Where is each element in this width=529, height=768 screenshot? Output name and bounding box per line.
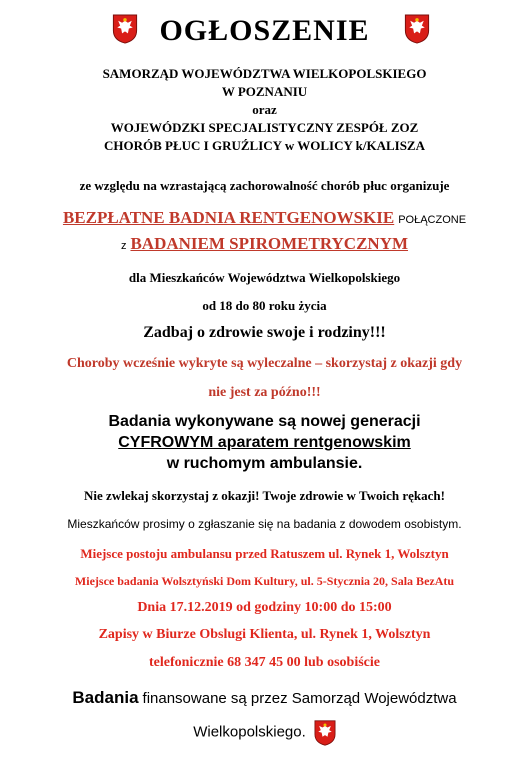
exam-place: Miejsce badania Wolsztyński Dom Kultury, ul. 5-Stycznia 20, Sala BezAtu bbox=[74, 574, 455, 588]
offer-spiro: BADANIEM SPIROMETRYCZNYM bbox=[130, 234, 409, 253]
encourage-text: Nie zwlekaj skorzystaj z okazji! Twoje zdrowie w Twoich rękach! bbox=[84, 488, 445, 503]
equipment-line-3: w ruchomym ambulansie. bbox=[166, 455, 363, 472]
funding-rest: finansowane są przez Samorząd Województwa bbox=[142, 690, 457, 707]
phone-info: telefonicznie 68 347 45 00 lub osobiście bbox=[149, 655, 380, 670]
organizer-line-4: WOJEWÓDZKI SPECJALISTYCZNY ZESPÓŁ ZOZ bbox=[110, 120, 419, 135]
equipment-line-1: Badania wykonywane są nowej generacji bbox=[108, 413, 421, 430]
offer-main: BEZPŁATNE BADNIA RENTGENOWSKIE bbox=[62, 208, 395, 227]
slogan-text: Zadbaj o zdrowie swoje i rodziny!!! bbox=[143, 324, 386, 341]
offer-line-2 bbox=[0, 234, 529, 254]
registration-info: Zapisy w Biurze Obslugi Klienta, ul. Rynek 1, Wolsztyn bbox=[98, 627, 431, 642]
audience-text: dla Mieszkańców Województwa Wielkopolskiego bbox=[128, 270, 401, 285]
exam-date: Dnia 17.12.2019 od godziny 10:00 do 15:00 bbox=[137, 600, 392, 615]
page-title: OGŁOSZENIE bbox=[159, 14, 370, 47]
funding-line-2 bbox=[0, 720, 529, 746]
eagle-crest-icon bbox=[314, 720, 336, 746]
funding-line-1 bbox=[0, 688, 529, 708]
offer-with: z bbox=[120, 240, 127, 252]
intro-text: ze względu na wzrastającą zachorowalność chorób płuc organizuje bbox=[79, 178, 450, 193]
organizer-line-5: CHORÓB PŁUC I GRUŹLICY w WOLICY k/KALISZA bbox=[104, 138, 425, 153]
organizer-line-1: SAMORZĄD WOJEWÓDZTWA WIELKOPOLSKIEGO bbox=[102, 66, 427, 81]
offer-line-1 bbox=[0, 208, 529, 228]
warning-line-2: nie jest za późno!!! bbox=[208, 385, 321, 400]
age-range-text: od 18 do 80 roku życia bbox=[202, 298, 327, 313]
organizer-line-3: oraz bbox=[252, 102, 277, 117]
offer-joined: POŁĄCZONE bbox=[398, 214, 467, 226]
equipment-line-2: CYFROWYM aparatem rentgenowskim bbox=[118, 434, 411, 451]
warning-line-1: Choroby wcześnie wykryte są wyleczalne – skorzystaj z okazji gdy bbox=[66, 356, 463, 371]
ambulance-location: Miejsce postoju ambulansu przed Ratuszem ul. Rynek 1, Wolsztyn bbox=[80, 546, 449, 561]
id-notice-text: Mieszkańców prosimy o zgłaszanie się na badania z dowodem osobistym. bbox=[67, 517, 462, 531]
funding-bold-word: Badania bbox=[72, 688, 139, 707]
organizer-line-2: W POZNANIU bbox=[221, 84, 308, 99]
funding-line-2-text: Wielkopolskiego. bbox=[193, 723, 306, 741]
